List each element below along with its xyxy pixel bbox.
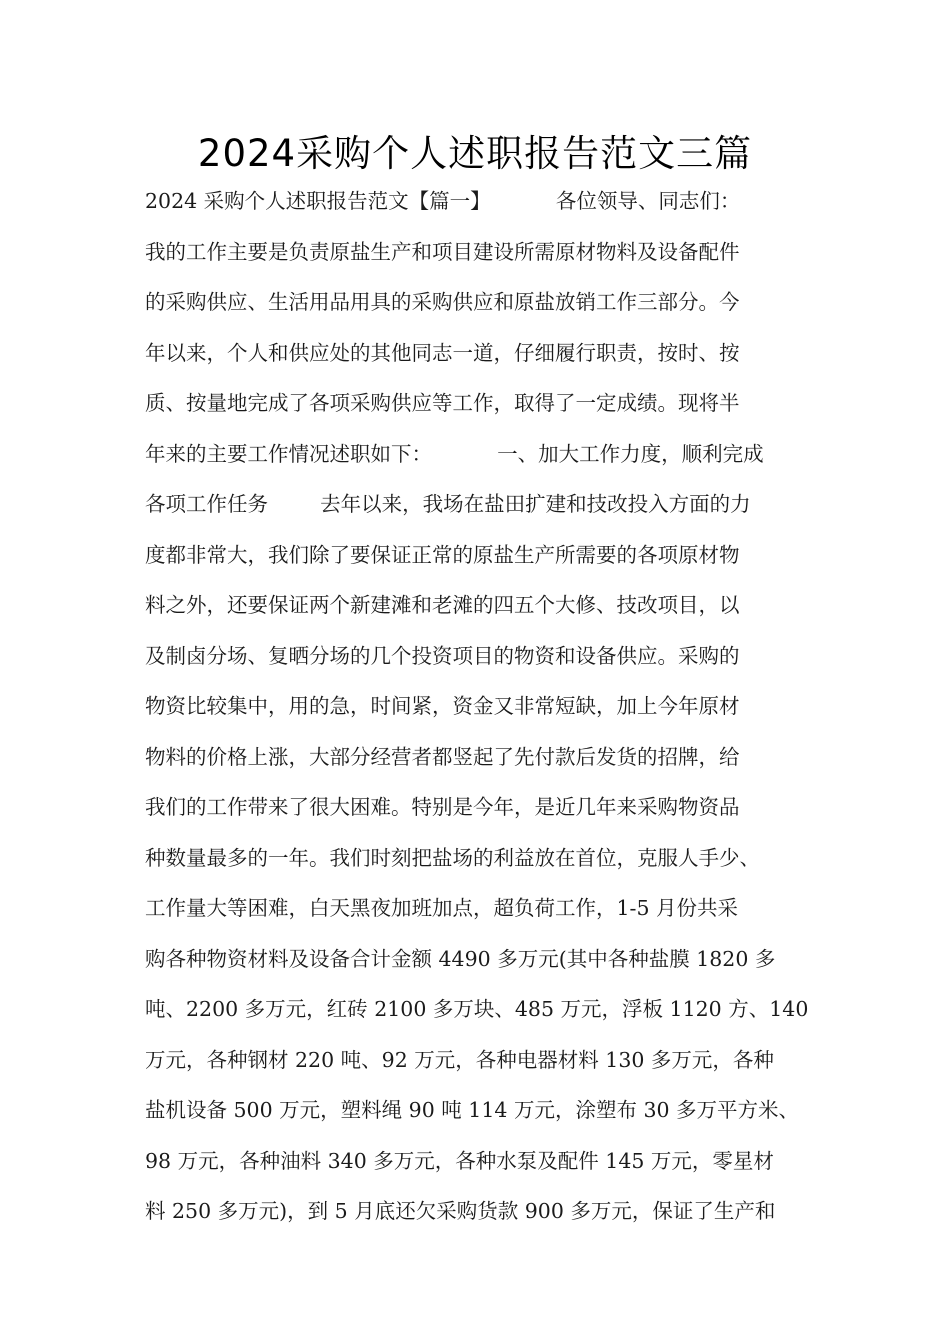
body-line: 物资比较集中，用的急，时间紧，资金又非常短缺，加上今年原材	[145, 694, 740, 718]
body-line: 种数量最多的一年。我们时刻把盐场的利益放在首位，克服人手少、	[145, 845, 760, 870]
body-line: 2024 采购个人述职报告范文【篇一】 各位领导、同志们：	[145, 189, 741, 213]
body-line: 物料的价格上涨，大部分经营者都竖起了先付款后发货的招牌，给	[145, 744, 740, 769]
body-line: 盐机设备 500 万元，塑料绳 90 吨 114 万元，涂塑布 30 多万平方米、	[145, 1098, 800, 1122]
body-line: 料 250 多万元)，到 5 月底还欠采购货款 900 多万元，保证了生产和	[145, 1199, 776, 1223]
body-line: 工作量大等困难，白天黑夜加班加点，超负荷工作，1-5 月份共采	[145, 896, 739, 920]
body-line: 我的工作主要是负责原盐生产和项目建设所需原材物料及设备配件	[145, 239, 740, 264]
body-line: 年来的主要工作情况述职如下： 一、加大工作力度，顺利完成	[145, 441, 764, 466]
body-line: 的采购供应、生活用品用具的采购供应和原盐放销工作三部分。今	[145, 290, 740, 314]
document-title: 2024采购个人述职报告范文三篇	[197, 132, 753, 175]
body-line: 吨、2200 多万元，红砖 2100 多万块、485 万元，浮板 1120 方、140	[145, 997, 809, 1021]
body-line: 我们的工作带来了很大困难。特别是今年，是近几年来采购物资品	[145, 795, 740, 819]
body-line: 各项工作任务 去年以来，我场在盐田扩建和技改投入方面的力	[145, 492, 751, 516]
body-line: 度都非常大，我们除了要保证正常的原盐生产所需要的各项原材物	[145, 542, 740, 567]
body-line: 购各种物资材料及设备合计金额 4490 多万元(其中各种盐膜 1820 多	[145, 946, 776, 971]
document-body	[145, 176, 825, 1237]
body-line: 98 万元，各种油料 340 多万元，各种水泵及配件 145 万元，零星材	[145, 1148, 774, 1173]
body-line: 质、按量地完成了各项采购供应等工作，取得了一定成绩。现将半	[145, 391, 740, 415]
body-line: 年以来，个人和供应处的其他同志一道，仔细履行职责，按时、按	[145, 340, 740, 365]
body-line: 料之外，还要保证两个新建滩和老滩的四五个大修、技改项目，以	[145, 593, 740, 617]
body-line: 及制卤分场、复晒分场的几个投资项目的物资和设备供应。采购的	[145, 643, 740, 668]
body-line: 万元，各种钢材 220 吨、92 万元，各种电器材料 130 多万元，各种	[145, 1047, 774, 1072]
